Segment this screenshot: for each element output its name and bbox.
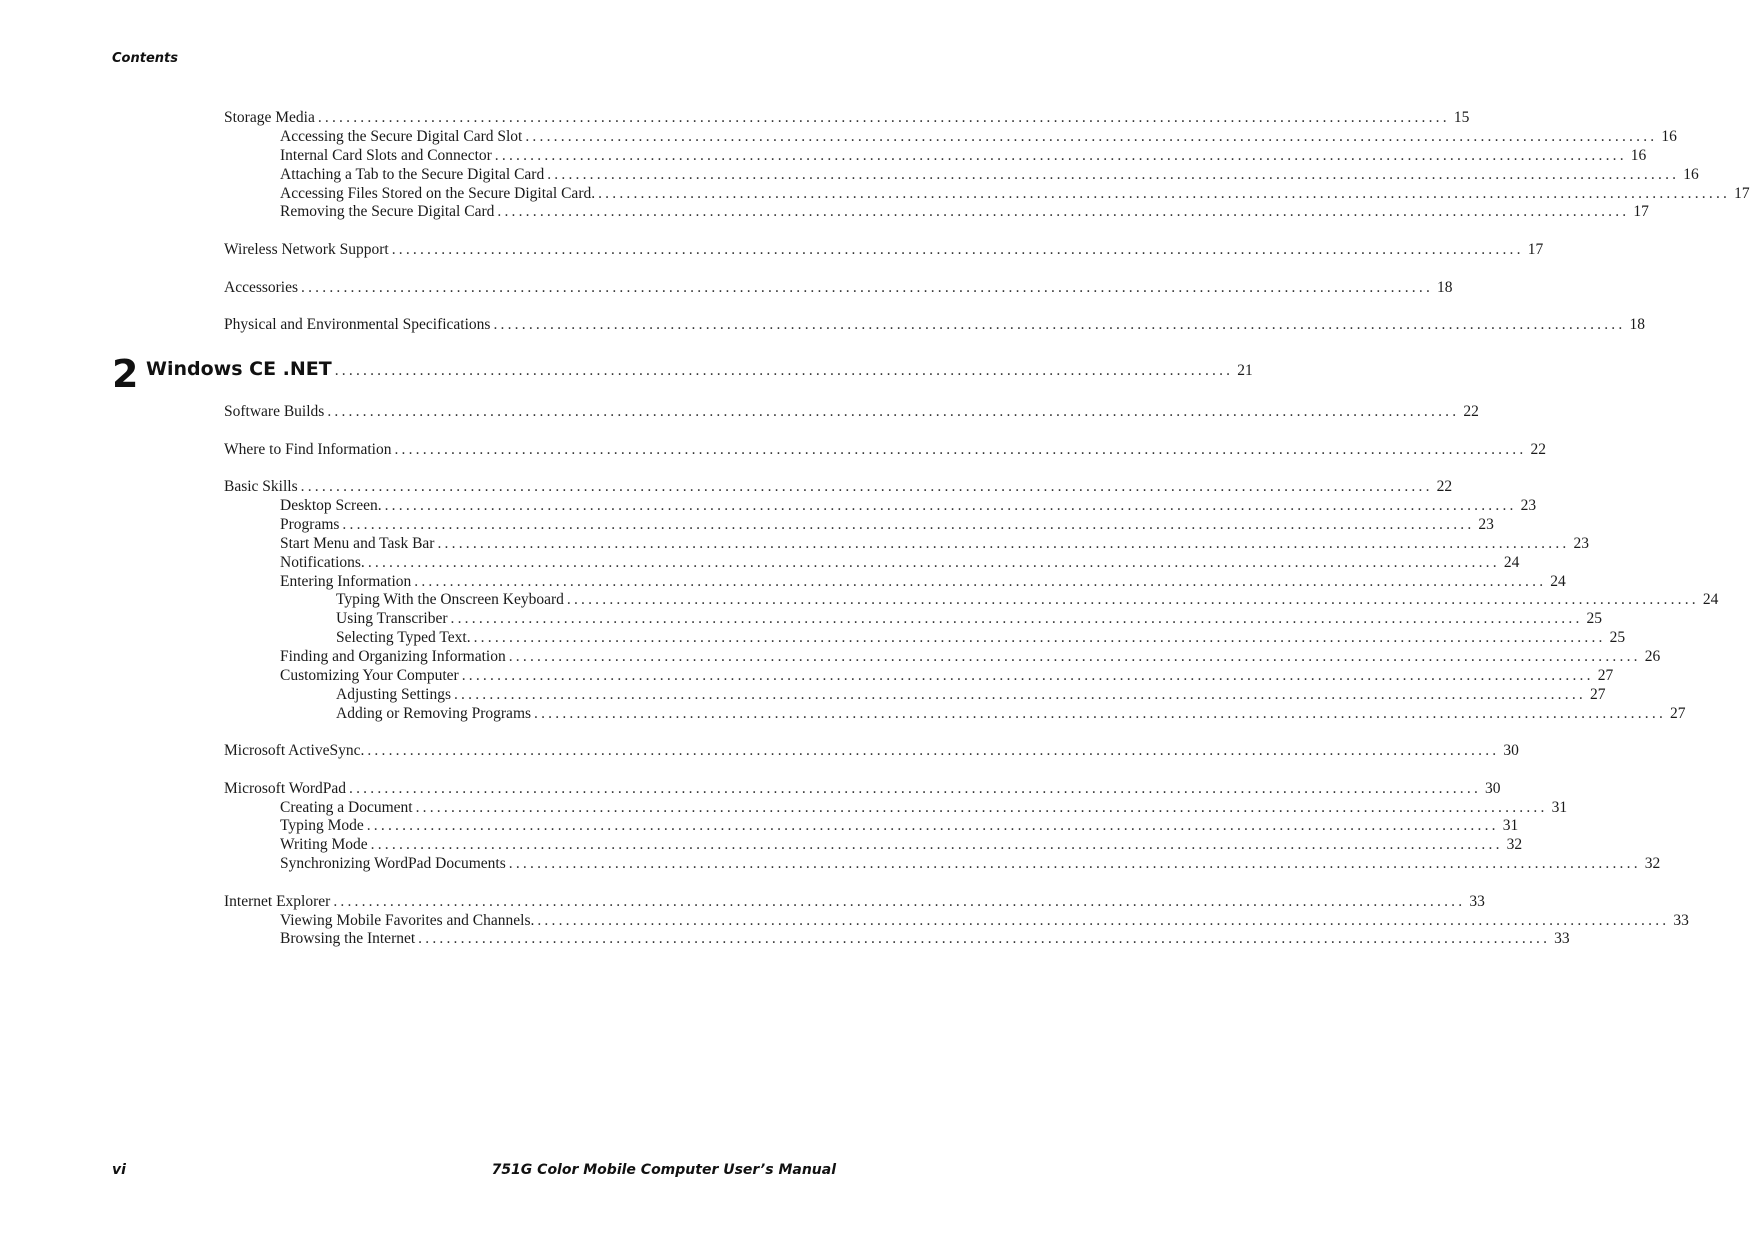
toc-entry-title: Internet Explorer [224,893,331,910]
toc-entry-title: Viewing Mobile Favorites and Channels. [280,912,535,929]
toc-entry-title: Start Menu and Task Bar [280,535,435,552]
toc-entry[interactable] [280,929,1570,948]
chapter-page-number: 21 [1237,362,1253,379]
toc-entry-page-number: 27 [1589,686,1606,703]
toc-entry-page-number: 31 [1502,817,1519,834]
dot-leader: ................................................................................................................................................................ [301,279,1434,296]
toc-entry-title: Finding and Organizing Information [280,648,506,665]
toc-entry[interactable] [224,477,1453,496]
toc-entry-title: Accessing the Secure Digital Card Slot [280,128,523,145]
dot-leader: ................................................................................................................................................................ [461,667,1594,684]
toc-entry-page-number: 32 [1644,855,1661,872]
toc-entry-page-number: 17 [1633,203,1649,220]
toc-entry-title: Desktop Screen. [280,497,382,514]
toc-entry[interactable] [336,628,1626,647]
toc-entry[interactable] [224,402,1479,421]
toc-entry-title: Notifications. [280,554,365,571]
toc-entry-page-number: 33 [1554,930,1570,947]
dot-leader: ................................................................................................................................................................ [497,203,1630,220]
dot-leader: ................................................................................................................................................................ [547,166,1680,183]
chapter-number: 2 [112,352,139,396]
toc-entry[interactable] [280,165,1699,184]
dot-leader: ................................................................................................................................................................ [525,128,1658,145]
toc-entry[interactable] [280,816,1519,835]
toc-entry-page-number: 22 [1463,403,1479,420]
toc-entry-page-number: 16 [1683,166,1699,183]
dot-leader: ................................................................................................................................................................ [598,185,1731,202]
toc-entry-page-number: 18 [1629,316,1645,333]
toc-entry[interactable] [280,854,1661,873]
toc-entry-page-number: 33 [1469,893,1485,910]
toc-entry[interactable] [224,779,1501,798]
toc-entry-page-number: 15 [1453,109,1470,126]
toc-entry-page-number: 23 [1573,535,1589,552]
toc-entry-page-number: 24 [1503,554,1520,571]
toc-entry-page-number: 31 [1551,799,1568,816]
toc-entry-title: Software Builds [224,403,325,420]
toc-entry-page-number: 30 [1503,742,1519,759]
toc-entry-page-number: 32 [1506,836,1523,853]
toc-entry-page-number: 22 [1530,441,1546,458]
dot-leader: ................................................................................................................................................................ [566,591,1699,608]
toc-entry[interactable] [280,146,1647,165]
toc-entry[interactable] [280,911,1689,930]
dot-leader: ................................................................................................................................................................ [370,836,1503,853]
dot-leader: ................................................................................................................................................................ [494,147,1627,164]
toc-entry-page-number: 24 [1702,591,1719,608]
toc-entry-title: Synchronizing WordPad Documents [280,855,506,872]
dot-leader: ................................................................................................................................................................ [534,705,1667,722]
toc-entry-page-number: 30 [1485,780,1501,797]
toc-entry-page-number: 23 [1478,516,1494,533]
toc-entry[interactable] [280,127,1677,146]
toc-entry-page-number: 25 [1586,610,1603,627]
toc-entry[interactable] [224,741,1519,760]
dot-leader: ................................................................................................................................................................ [453,686,1586,703]
toc-entry[interactable] [224,108,1470,127]
running-header: Contents [112,51,178,66]
dot-leader: ................................................................................................................................................................ [333,893,1466,910]
manual-title: 751G Color Mobile Computer User’s Manual [491,1162,836,1178]
toc-entry[interactable] [280,496,1537,515]
toc-entry-title: Wireless Network Support [224,241,389,258]
toc-entry-page-number: 16 [1661,128,1677,145]
toc-entry-title: Microsoft WordPad [224,780,347,797]
dot-leader: ................................................................................................................................................................ [394,441,1527,458]
toc-entry-title: Creating a Document [280,799,413,816]
toc-entry[interactable] [280,666,1614,685]
toc-entry-title: Removing the Secure Digital Card [280,203,495,220]
toc-entry[interactable] [280,202,1649,221]
toc-entry[interactable] [280,835,1523,854]
toc-entry[interactable] [280,534,1589,553]
toc-entry-page-number: 25 [1609,629,1626,646]
toc-entry[interactable] [336,685,1606,704]
dot-leader: ................................................................................................................................................................ [508,855,1641,872]
toc-entry-page-number: 26 [1644,648,1661,665]
chapter-title: Windows CE .NET [146,358,332,380]
toc-entry-title: Microsoft ActiveSync. [224,742,365,759]
toc-entry-page-number: 27 [1597,667,1614,684]
toc-entry[interactable] [224,240,1544,259]
dot-leader: ................................................................................................................................................................ [473,629,1606,646]
toc-entry-page-number: 22 [1436,478,1453,495]
toc-entry-page-number: 18 [1437,279,1453,296]
dot-leader: ................................................................................................................................................................ [367,742,1500,759]
toc-entry[interactable] [280,798,1568,817]
dot-leader: ................................................................................................................................................................ [418,930,1551,947]
toc-entry[interactable] [280,553,1520,572]
toc-entry-page-number: 23 [1520,497,1537,514]
dot-leader: ................................................................................................................................................................ [327,403,1460,420]
dot-leader: ................................................................................................................................................................ [493,316,1626,333]
dot-leader: ................................................................................................................................................................ [384,497,1517,514]
toc-entry-title: Using Transcriber [336,610,448,627]
dot-leader: ................................................................................................................................................................ [437,535,1570,552]
toc-entry-title: Attaching a Tab to the Secure Digital Card [280,166,545,183]
dot-leader: ................................................................................................................................................................ [508,648,1641,665]
toc-entry-title: Storage Media [224,109,315,126]
toc-entry-page-number: 33 [1673,912,1689,929]
dot-leader: ................................................................................................................................................................ [366,817,1499,834]
toc-entry-title: Browsing the Internet [280,930,416,947]
toc-entry-title: Programs [280,516,340,533]
toc-entry[interactable] [224,440,1546,459]
toc-entry[interactable] [336,590,1719,609]
toc-entry[interactable] [280,184,1750,203]
toc-entry-page-number: 27 [1670,705,1686,722]
dot-leader: ................................................................................................................................................................ [415,799,1548,816]
toc-entry-title: Adding or Removing Programs [336,705,532,722]
toc-entry[interactable] [224,892,1485,911]
toc-entry[interactable] [224,278,1453,297]
toc-entry-page-number: 17 [1527,241,1544,258]
dot-leader: ................................................................................................................................................................ [349,780,1482,797]
toc-entry-title: Entering Information [280,573,412,590]
toc-entry[interactable] [280,515,1494,534]
toc-entry-title: Selecting Typed Text. [336,629,471,646]
toc-entry[interactable] [280,647,1661,666]
toc-entry-title: Adjusting Settings [336,686,451,703]
toc-entry-title: Typing With the Onscreen Keyboard [336,591,564,608]
dot-leader: ................................................................................................................................................................ [367,554,1500,571]
toc-entry[interactable] [280,572,1566,591]
dot-leader: ................................................................................................................................................................ [450,610,1583,627]
dot-leader: ................................................................................................................................................................ [537,912,1670,929]
page-label: vi [112,1162,126,1178]
dot-leader: ................................................................................................................................................................ [300,478,1433,495]
toc-entry-title: Basic Skills [224,478,298,495]
toc-entry-page-number: 17 [1734,185,1750,202]
toc-entry[interactable] [224,315,1645,334]
toc-entry-title: Internal Card Slots and Connector [280,147,492,164]
dot-leader: ................................................................................................................................................................ [414,573,1547,590]
toc-entry-title: Where to Find Information [224,441,392,458]
toc-entry-title: Typing Mode [280,817,364,834]
toc-entry-title: Writing Mode [280,836,368,853]
toc-entry-title: Accessing Files Stored on the Secure Digital Card. [280,185,596,202]
toc-chapter-entry[interactable] [146,357,1253,381]
dot-leader: ................................................................................................................................................................ [342,516,1475,533]
toc-entry[interactable] [336,704,1686,723]
dot-leader: ................................................................................................................................................................ [317,109,1450,126]
toc-entry-page-number: 24 [1550,573,1566,590]
toc-entry-title: Accessories [224,279,299,296]
dot-leader: ............................................................................................................................... [334,362,1234,379]
toc-entry-page-number: 16 [1630,147,1647,164]
toc-entry-title: Physical and Environmental Specifications [224,316,491,333]
toc-entry-title: Customizing Your Computer [280,667,459,684]
dot-leader: ................................................................................................................................................................ [391,241,1524,258]
toc-entry[interactable] [336,609,1603,628]
